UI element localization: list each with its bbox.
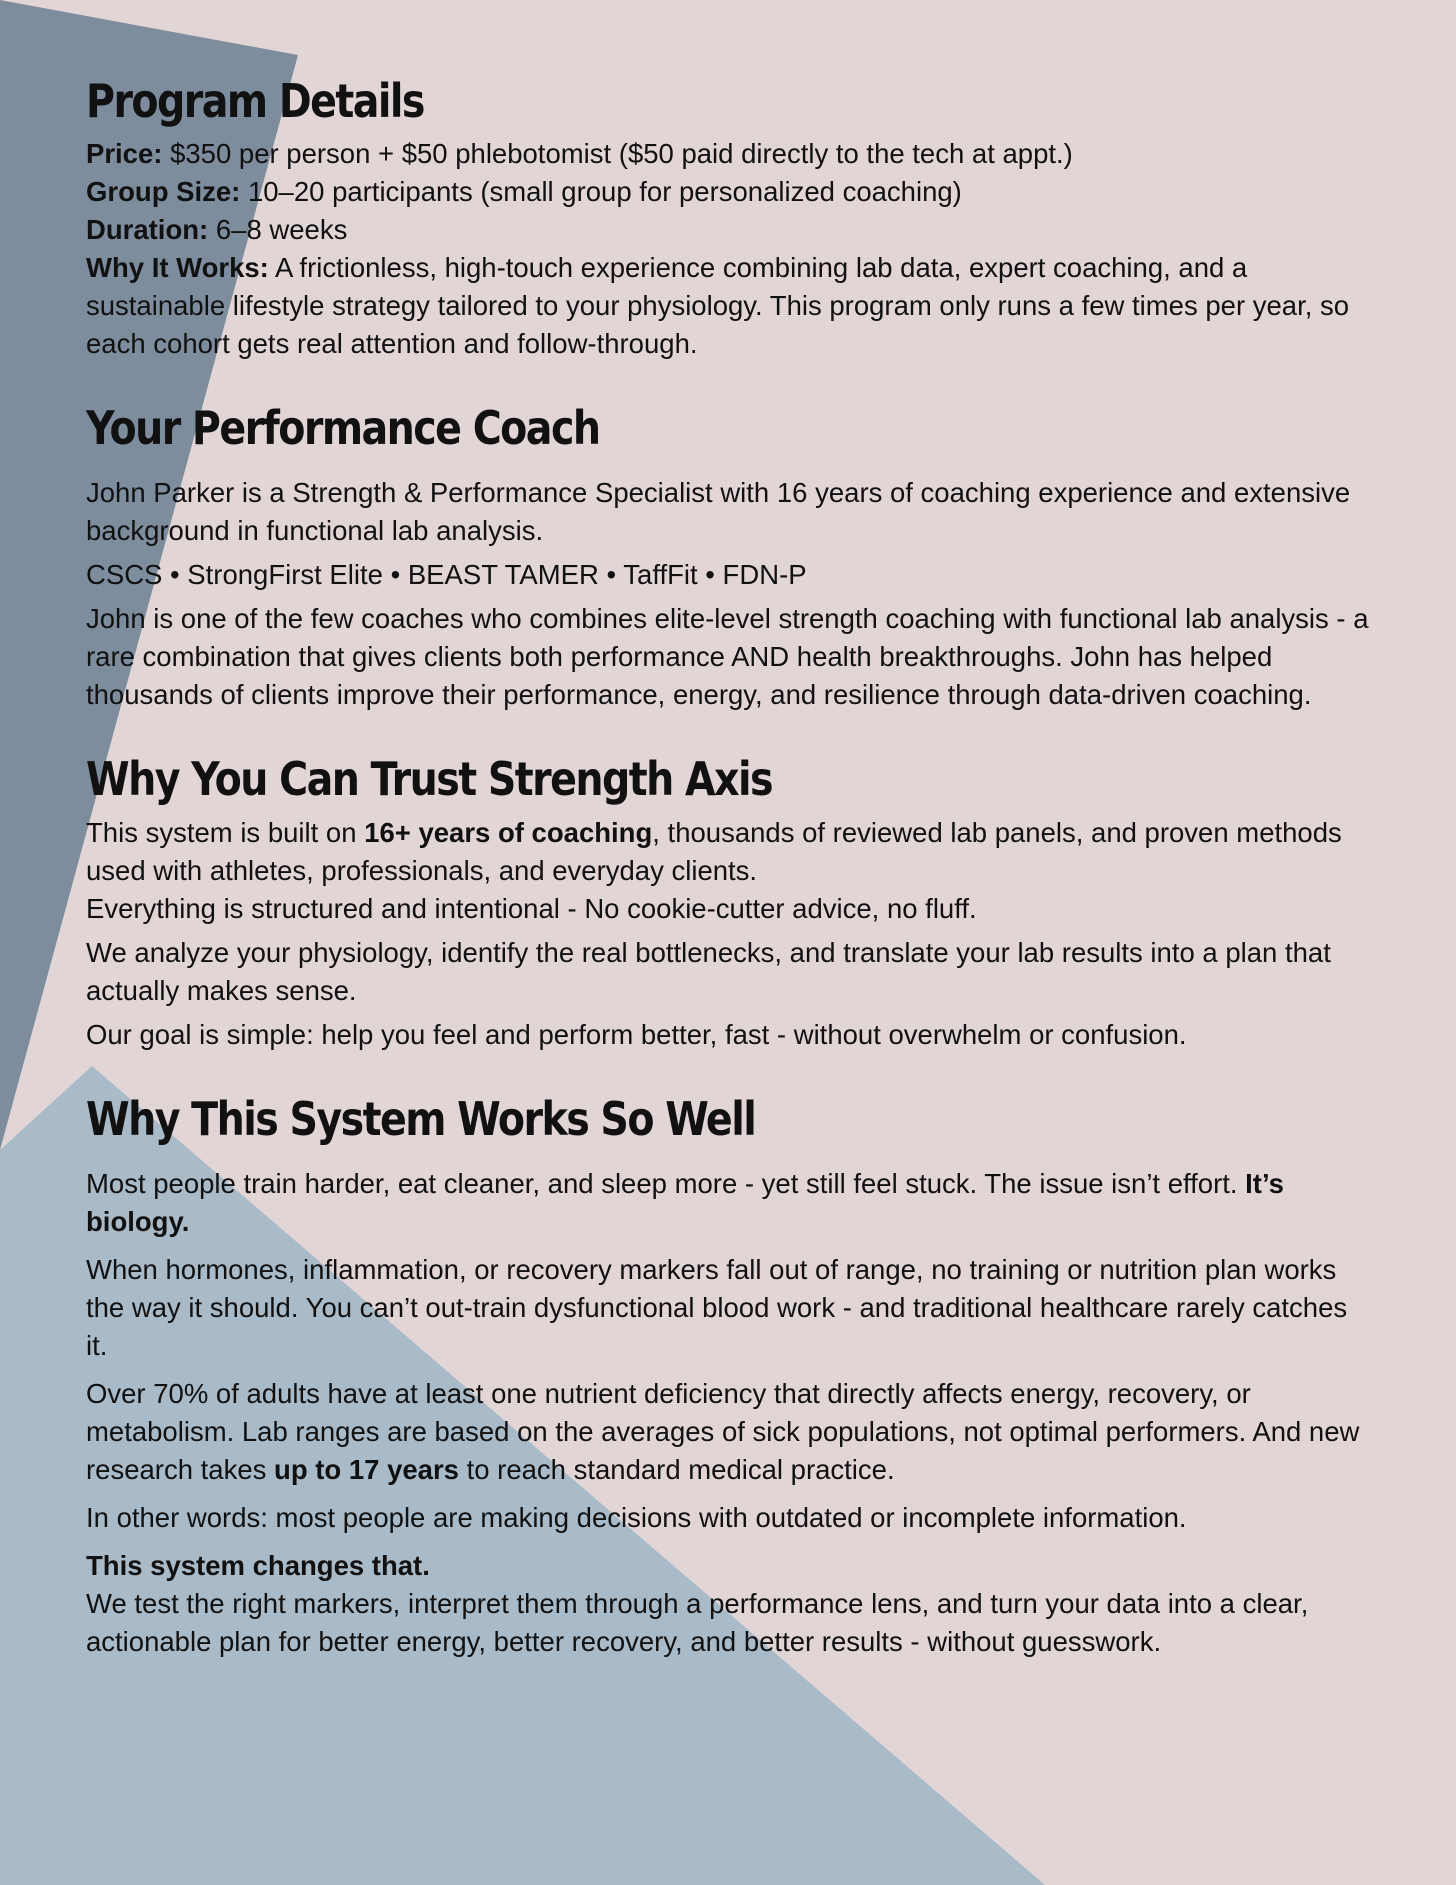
performance-coach-section — [86, 401, 1376, 714]
why-it-works-line — [86, 249, 1376, 363]
price-text: $350 per person + $50 phlebotomist ($50 paid directly to the tech at appt.) — [162, 138, 1073, 170]
performance-coach-heading: Your Performance Coach — [86, 401, 600, 456]
trust-heading: Why You Can Trust Strength Axis — [86, 752, 773, 807]
trust-p1-after: , thousands of reviewed lab panels, and proven methods used with athletes, professionals, and everyday clients. — [86, 816, 1342, 886]
coach-intro: John Parker is a Strength & Performance Specialist with 16 years of coaching experience and extensive background in functional lab analysis. — [86, 477, 1351, 547]
system-paragraph-2: When hormones, inflammation, or recovery markers fall out of range, no training or nutrition plan works the way it should. You can’t out-train dysfunctional blood work - and traditional healthcare rarely catches it. — [86, 1253, 1348, 1361]
system-p5-bold: This system changes that. — [86, 1549, 430, 1581]
group-size-label: Group Size: — [86, 176, 241, 208]
trust-paragraph-2: Everything is structured and intentional - No cookie-cutter advice, no fluff. — [86, 892, 977, 924]
trust-p1-before: This system is built on — [86, 816, 365, 848]
trust-paragraph-1 — [86, 814, 1376, 890]
system-paragraph-4: In other words: most people are making decisions with outdated or incomplete information. — [86, 1501, 1187, 1533]
trust-paragraph-4: Our goal is simple: help you feel and perform better, fast - without overwhelm or confusion. — [86, 1018, 1187, 1050]
system-paragraph-3 — [86, 1375, 1376, 1489]
system-paragraph-1 — [86, 1165, 1376, 1241]
why-it-works-label: Why It Works: — [86, 252, 269, 284]
why-it-works-text: A frictionless, high-touch experience combining lab data, expert coaching, and a sustainable lifestyle strategy tailored to your physiology. This program only runs a few times per year, so each cohort gets real attention and follow-through. — [86, 252, 1350, 360]
trust-section — [86, 752, 1376, 1053]
document-content — [86, 74, 1376, 1661]
system-p3-after: to reach standard medical practice. — [458, 1453, 895, 1485]
system-p3-before: Over 70% of adults have at least one nutrient deficiency that directly affects energy, recovery, or metabolism. Lab ranges are based on the averages of sick populations, not optimal performers. And new research takes — [86, 1377, 1360, 1485]
duration-label: Duration: — [86, 214, 209, 246]
duration-line — [86, 211, 1376, 249]
group-size-line — [86, 173, 1376, 211]
system-p3-bold: up to 17 years — [274, 1453, 459, 1485]
system-paragraph-5-heading — [86, 1547, 1376, 1585]
price-label: Price: — [86, 138, 163, 170]
system-works-heading: Why This System Works So Well — [86, 1091, 756, 1146]
coach-bio: John is one of the few coaches who combines elite-level strength coaching with functional lab analysis - a rare combination that gives clients both performance AND health breakthroughs. John has helped thousands of clients improve their performance, energy, and resilience through data-driven coaching. — [86, 603, 1369, 711]
group-size-text: 10–20 participants (small group for personalized coaching) — [240, 176, 962, 208]
trust-paragraph-3: We analyze your physiology, identify the real bottlenecks, and translate your lab results into a plan that actually makes sense. — [86, 936, 1331, 1006]
system-works-section — [86, 1092, 1376, 1661]
coach-credentials: CSCS • StrongFirst Elite • BEAST TAMER • TaffFit • FDN-P — [86, 559, 807, 591]
duration-text: 6–8 weeks — [208, 214, 348, 246]
program-details-section — [86, 74, 1376, 363]
price-line — [86, 135, 1376, 173]
trust-p1-bold: 16+ years of coaching — [364, 816, 653, 848]
program-details-heading: Program Details — [86, 74, 424, 128]
system-p1-bold: It’s biology. — [86, 1167, 1284, 1237]
system-p1-text: Most people train harder, eat cleaner, and sleep more - yet still feel stuck. The issue isn’t effort. — [86, 1167, 1246, 1199]
system-paragraph-5: We test the right markers, interpret them through a performance lens, and turn your data into a clear, actionable plan for better energy, better recovery, and better results - without guesswork. — [86, 1587, 1309, 1657]
